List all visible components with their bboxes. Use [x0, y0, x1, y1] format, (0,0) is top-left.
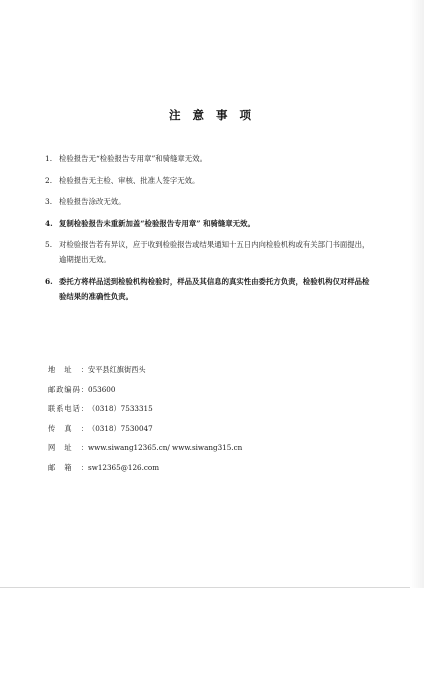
note-item	[45, 274, 375, 304]
notes-list	[45, 151, 375, 310]
contact-label: 传真：	[48, 423, 88, 433]
note-item	[45, 237, 375, 267]
note-text: 委托方将样品送到检验机构检验时，样品及其信息的真实性由委托方负责，检验机构仅对样品检验结果的准确性负责。	[59, 276, 370, 301]
contact-value: www.siwang12365.cn/ www.siwang315.cn	[88, 443, 243, 452]
contact-label: 网址：	[48, 443, 88, 452]
note-text: 对检验报告若有异议，应于收到检验报告或结果通知十五日内向检验机构或有关部门书面提出，逾期提出无效。	[59, 240, 370, 264]
contact-row-fax	[48, 423, 368, 434]
contact-label: 邮箱：	[48, 462, 88, 472]
note-item	[45, 173, 375, 188]
contact-value: 053600	[88, 384, 116, 394]
contact-row-address	[48, 364, 368, 375]
contact-row-website	[48, 442, 368, 453]
note-item	[45, 216, 375, 231]
note-number: 5.	[45, 240, 53, 249]
note-text: 复制检验报告未重新加盖“检验报告专用章” 和骑缝章无效。	[59, 218, 255, 228]
note-item	[45, 194, 375, 209]
contact-value: sw12365@126.com	[88, 462, 160, 472]
page-title: 注 意 事 项	[168, 108, 255, 122]
note-item	[45, 151, 375, 166]
note-number: 6.	[45, 276, 53, 286]
contact-row-postcode	[48, 384, 368, 395]
contact-label: 邮政编码：	[48, 384, 88, 394]
page-edge-shadow	[410, 0, 424, 588]
contact-row-email	[48, 462, 368, 473]
contact-label: 地址：	[48, 365, 88, 374]
contact-info	[48, 364, 368, 481]
note-number: 2.	[45, 175, 53, 185]
note-text: 检验报告无主检、审核、批准人签字无效。	[59, 175, 200, 185]
contact-label: 联系电话：	[48, 404, 88, 413]
contact-value: 安平县红旗街西头	[88, 365, 146, 374]
note-number: 4.	[45, 218, 53, 228]
note-number: 1.	[45, 154, 53, 163]
contact-value: （0318）7533315	[88, 404, 153, 413]
contact-row-phone	[48, 403, 368, 414]
note-text: 检验报告涂改无效。	[59, 197, 126, 206]
note-text: 检验报告无“检验报告专用章”和骑缝章无效。	[59, 154, 207, 163]
contact-value: （0318）7530047	[88, 423, 153, 433]
note-number: 3.	[45, 197, 53, 206]
